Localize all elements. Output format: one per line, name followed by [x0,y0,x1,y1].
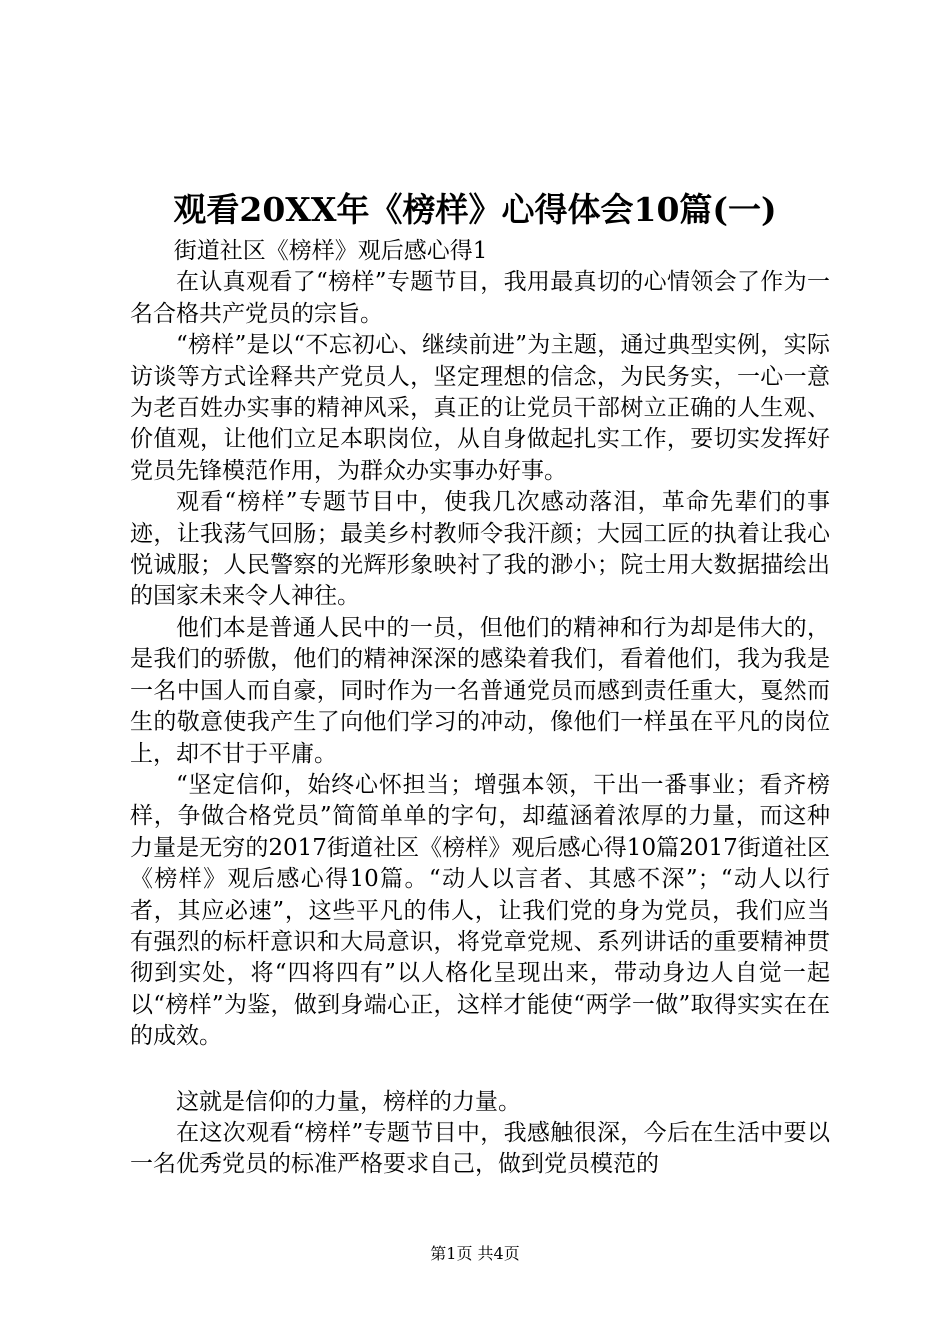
paragraph-spacer [130,1053,830,1087]
paragraph-6: 这就是信仰的力量，榜样的力量。 [176,1088,521,1115]
paragraph-7: 在这次观看“榜样”专题节目中，我感触很深，今后在生活中要以一名优秀党员的标准严格要求自己，做到党员模范的 [130,1119,830,1178]
document-subtitle: 街道社区《榜样》观后感心得1 [173,238,488,264]
paragraph-5: “坚定信仰，始终心怀担当；增强本领，干出一番事业；看齐榜样，争做合格党员”简简单单的字句，却蕴涵着浓厚的力量，而这种力量是无穷的2017街道社区《榜样》观后感心得10篇2017街道社区《榜样》观后感心得10篇。“动人以言者、其感不深”；“动人以行者，其应必速”，这些平凡的伟人，让我们党的身为党员，我们应当有强烈的标杆意识和大局意识，将党章党规、系列讲话的重要精神贯彻到实处，将“四将四有”以人格化呈现出来，带动身边人自觉一起以“榜样”为鉴，做到身端心正，这样才能使“两学一做”取得实实在在的成效。 [130,771,830,1050]
paragraph-4: 他们本是普通人民中的一员，但他们的精神和行为却是伟大的，是我们的骄傲，他们的精神深深的感染着我们，看着他们，我为我是一名中国人而自豪，同时作为一名普通党员而感到责任重大，戛然而生的敬意使我产生了向他们学习的冲动，像他们一样虽在平凡的岗位上，却不甘于平庸。 [130,614,830,767]
page-indicator: 第1页 共4页 [430,1244,520,1263]
document-title: 观看20XX年《榜样》心得体会10篇(一) [173,190,777,229]
paragraph-1: 在认真观看了“榜样”专题节目，我用最真切的心情领会了作为一名合格共产党员的宗旨。 [130,269,830,327]
paragraph-2: “榜样”是以“不忘初心、继续前进”为主题，通过典型实例，实际访谈等方式诠释共产党员人，坚定理想的信念，为民务实，一心一意为老百姓办实事的精神风采，真正的让党员干部树立正确的人生观、价值观，让他们立足本职岗位，从自身做起扎实工作，要切实发挥好党员先锋模范作用，为群众办实事办好事。 [130,332,830,484]
document-body [130,236,830,1181]
paragraph-3: 观看“榜样”专题节目中，使我几次感动落泪，革命先辈们的事迹，让我荡气回肠；最美乡村教师令我汗颜；大园工匠的执着让我心悦诚服；人民警察的光辉形象映衬了我的渺小；院士用大数据描绘出的国家未来令人神往。 [130,489,830,610]
